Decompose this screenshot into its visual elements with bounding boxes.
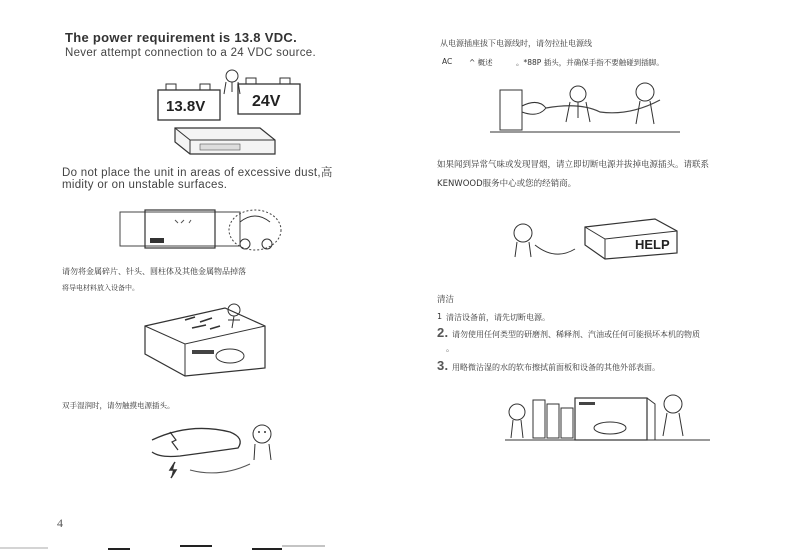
clean-step-2-text: 请勿使用任何类型的研磨剂、稀释剂、汽油或任何可能损坏本机的物质 (452, 330, 700, 339)
scan-edge-marks (0, 540, 793, 552)
battery-24-label: 24V (252, 93, 281, 110)
clean-step-3-number: 3. (437, 358, 449, 373)
page-number: 4 (57, 516, 63, 530)
help-label: HELP (635, 237, 670, 252)
help-illustration (505, 215, 685, 265)
metal-objects-illustration (140, 298, 270, 378)
battery-13-label: 13.8V (166, 98, 206, 115)
dust-warning-line1: Do not place the unit in areas of excessive dust,高 (62, 167, 333, 179)
ac-overview: ^ 概述 (469, 58, 493, 67)
power-requirement-heading: The power requirement is 13.8 VDC. (65, 30, 297, 45)
power-warning-text: Never attempt connection to a 24 VDC source. (65, 47, 316, 59)
unplug-warning: 从电源插座拔下电源线时，请勿拉扯电源线 (440, 39, 592, 48)
wet-hands-illustration (150, 412, 280, 482)
smoke-warning-line2: KENWOOD服务中心或您的经销商。 (437, 179, 577, 189)
clean-step-1-text: 清洁设备前，请先切断电源。 (446, 313, 550, 322)
cleaning-title: 清洁 (437, 295, 455, 305)
smoke-warning-line1: 如果闻到异常气味或发现冒烟，请立即切断电源并拔掉电源插头。请联系 (437, 160, 710, 170)
unplug-illustration (490, 82, 685, 137)
cleaning-illustration (505, 390, 710, 445)
dust-illustration (115, 200, 285, 252)
ac-label: AC (442, 57, 453, 66)
battery-illustration (140, 68, 315, 160)
clean-step-2-number: 2. (437, 325, 449, 340)
ac-plug-instruction: 。*88P 插头，并确保手指不要触碰到插脚。 (516, 58, 664, 67)
clean-step-1-number: 1 (437, 312, 443, 321)
clean-step-3-text: 用略微沾湿的水的软布擦拭前面板和设备的其他外部表面。 (452, 363, 660, 372)
dust-warning-line2: midity or on unstable surfaces. (62, 179, 228, 191)
metal-warning-line2: 将导电材料放入设备中。 (62, 284, 139, 292)
clean-step-2-tail: 。 (446, 344, 454, 353)
wet-hands-warning: 双手湿润时，请勿触摸电源插头。 (62, 401, 175, 410)
metal-warning-line1: 请勿将金属碎片、针头、圆柱体及其他金属物品掉落 (62, 267, 246, 276)
